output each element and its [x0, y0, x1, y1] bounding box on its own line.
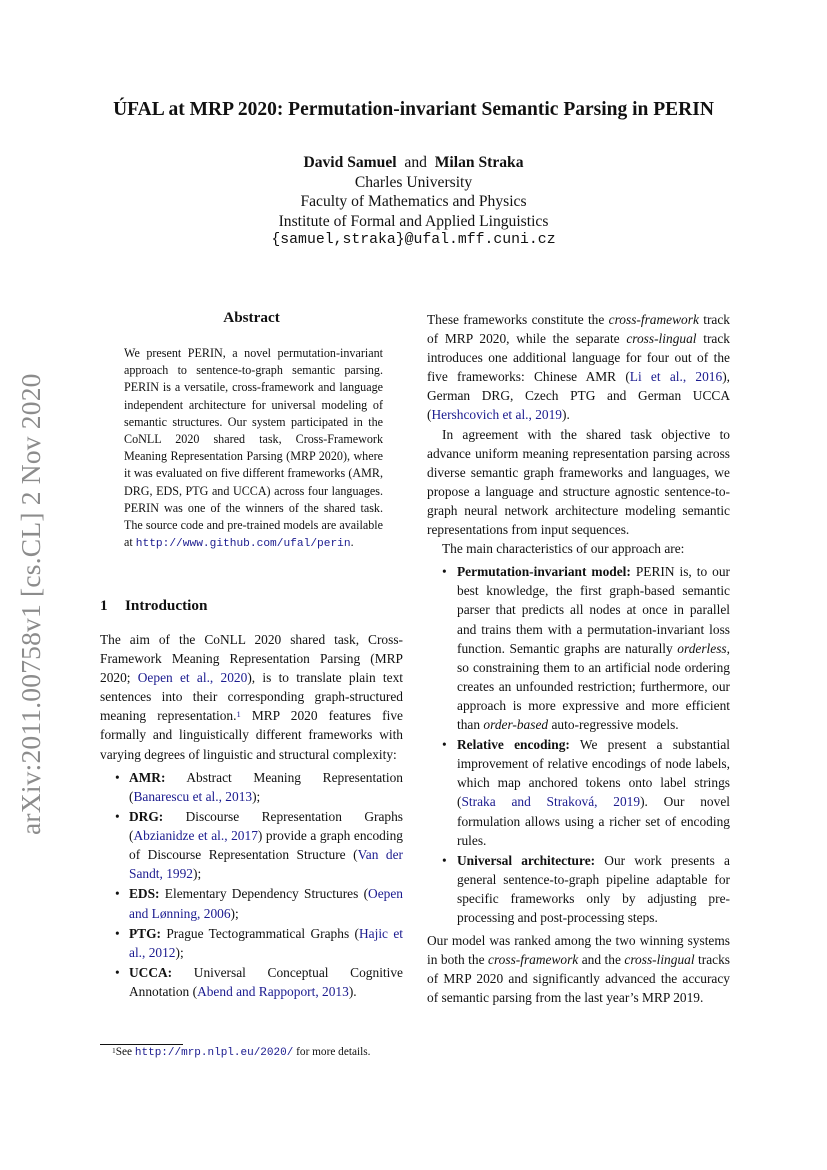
- text-run: PERIN is, to our best knowledge, the first graph-based semantic parser that predicts all nodes at once in parallel and trains them with a permutation-invariant loss function. Semantic graphs are naturally: [457, 564, 731, 656]
- author-name: David Samuel: [303, 154, 397, 171]
- text-run: MRP 2020 features five formally and linguistically different frameworks with varying degrees of linguistic and structural complexity:: [100, 708, 403, 762]
- author-conjunction: and: [404, 154, 427, 171]
- affiliation-university: Charles University: [354, 173, 473, 191]
- abstract-heading: Abstract: [223, 309, 280, 326]
- text-run: We present a substantial improvement of relative encodings of node labels, which map anchored tokens onto label strings (: [457, 737, 730, 810]
- abstract-end: .: [350, 535, 354, 550]
- citation-link[interactable]: Oepen et al., 2020: [137, 670, 248, 686]
- citation-link[interactable]: Banarescu et al., 2013: [133, 788, 253, 804]
- text-run: for more details.: [293, 1046, 371, 1058]
- paragraph: The main characteristics of our approach are:: [442, 541, 685, 557]
- author-name: Milan Straka: [434, 154, 524, 171]
- text-run: ).: [348, 984, 357, 1000]
- text-run: See: [115, 1046, 135, 1058]
- framework-abbr: DRG:: [129, 808, 164, 824]
- author-names: [0, 153, 827, 173]
- framework-abbr: AMR:: [129, 769, 166, 785]
- source-code-link[interactable]: http://www.github.com/ufal/perin: [135, 538, 351, 551]
- characteristic-item: [427, 851, 730, 927]
- characteristic-label: Permutation-invariant model:: [457, 564, 631, 580]
- bullet-icon: •: [115, 964, 120, 980]
- bullet-icon: •: [115, 769, 120, 785]
- paragraph: [427, 931, 730, 1007]
- abstract-text: [124, 345, 383, 553]
- text-run: ).: [562, 407, 570, 423]
- bullet-icon: •: [115, 925, 120, 941]
- text-run: );: [192, 866, 202, 882]
- text-run: These frameworks constitute the: [427, 312, 609, 327]
- citation-link[interactable]: Li et al., 2016: [629, 369, 723, 385]
- framework-item: [100, 807, 403, 883]
- text-run: and the: [578, 952, 625, 968]
- bullet-icon: •: [115, 808, 120, 824]
- section-title: Introduction: [125, 597, 208, 614]
- citation-link[interactable]: Abzianidze et al., 2017: [133, 828, 258, 844]
- characteristic-item: [427, 735, 730, 850]
- characteristic-label: Relative encoding:: [457, 737, 570, 753]
- emphasis: cross-lingual: [626, 331, 697, 347]
- section-heading-introduction: [100, 597, 207, 615]
- emphasis: cross-framework: [488, 952, 579, 968]
- citation-link[interactable]: Abend and Rappoport, 2013: [197, 984, 349, 1000]
- framework-item: [100, 963, 403, 1001]
- text-run: auto-regressive models.: [548, 716, 679, 732]
- framework-item: [100, 768, 403, 806]
- bullet-icon: •: [442, 737, 447, 753]
- text-run: track of MRP 2020, while the separate: [427, 312, 730, 347]
- right-column-body: [427, 310, 730, 1008]
- text-run: , so constraining them to an artificial node ordering creates an unfounded restriction; furthermore, our approach is more expressive and more efficient than: [457, 640, 730, 732]
- characteristic-label: Universal architecture:: [457, 852, 596, 868]
- text-run: ). Our novel formulation allows using a richer set of encoding rules.: [457, 794, 730, 848]
- affiliation-institute: Institute of Formal and Applied Linguistics: [278, 212, 549, 230]
- footnote-number: 1: [112, 1046, 116, 1055]
- framework-item: [100, 924, 403, 962]
- arxiv-identifier-stamp: arXiv:2011.00758v1 [cs.CL] 2 Nov 2020: [15, 373, 46, 835]
- framework-item: [100, 884, 403, 922]
- framework-abbr: PTG:: [129, 925, 161, 941]
- introduction-body: [100, 630, 403, 1002]
- citation-link[interactable]: Oepen and Lønning, 2006: [129, 886, 403, 921]
- text-run: Discourse Representation Graphs (: [129, 808, 403, 844]
- text-run: tracks of MRP 2020 and significantly advanced the accuracy of semantic parsing from the last year’s MRP 2019.: [427, 952, 731, 1006]
- emphasis: cross-framework: [608, 312, 699, 327]
- text-run: );: [175, 944, 184, 960]
- text-run: Universal Conceptual Cognitive Annotation (: [129, 964, 403, 1000]
- author-email[interactable]: {samuel,straka}@ufal.mff.cuni.cz: [271, 232, 556, 248]
- bullet-icon: •: [442, 852, 447, 868]
- text-run: track introduces one additional language for four out of the five frameworks: Chinese AMR (: [427, 331, 730, 385]
- footnote: [112, 1046, 371, 1059]
- text-run: ), German DRG, Czech PTG and German UCCA (: [427, 369, 731, 423]
- citation-link[interactable]: Hajic et al., 2012: [129, 925, 404, 960]
- text-run: Prague Tectogrammatical Graphs (: [161, 925, 359, 941]
- affiliation-faculty: Faculty of Mathematics and Physics: [300, 193, 527, 210]
- text-run: ), is to translate plain text sentences into their corresponding graph-structured meaning representation.: [100, 670, 403, 724]
- intro-paragraph: [100, 630, 403, 764]
- paragraph: In agreement with the shared task objective to advance uniform meaning representation parsing across diverse semantic graph frameworks and languages, we propose a language and structure agnostic sentence-to-graph neural network architecture modeling semantic representations from input sequences.: [427, 426, 730, 538]
- text-run: Our model was ranked among the two winning systems in both the: [427, 933, 730, 968]
- paragraph: [427, 310, 730, 425]
- bullet-icon: •: [115, 886, 120, 902]
- section-number: 1: [100, 597, 108, 614]
- text-run: Abstract Meaning Representation (: [129, 769, 403, 804]
- citation-link[interactable]: Straka and Straková, 2019: [461, 794, 641, 810]
- abstract-paragraph: We present PERIN, a novel permutation-invariant approach to sentence-to-graph semantic parsing. PERIN is a versatile, cross-framework and language independent architecture for universal modeling of semantic structures. Our system participated in the CoNLL 2020 shared task, Cross-Framework Meaning Representation Parsing (MRP 2020), where it was evaluated on five different frameworks (AMR, DRG, EDS, PTG and UCCA) across four languages. PERIN was one of the winners of the shared task. The source code and pre-trained models are available at: [124, 346, 383, 550]
- framework-abbr: UCCA:: [129, 964, 173, 980]
- emphasis: cross-lingual: [624, 952, 695, 968]
- bullet-icon: •: [442, 564, 447, 580]
- text-run: Our work presents a general sentence-to-graph pipeline adaptable for specific frameworks only by adjusting pre-processing and post-processing steps.: [457, 852, 730, 926]
- footnote-marker[interactable]: 1: [236, 709, 241, 720]
- footnote-divider: [100, 1044, 183, 1045]
- citation-link[interactable]: Van der Sandt, 1992: [129, 847, 403, 882]
- characteristic-item: [427, 562, 730, 734]
- text-run: ) provide a graph encoding of Discourse Representation Structure (: [129, 828, 403, 863]
- framework-abbr: EDS:: [129, 886, 160, 902]
- text-run: Elementary Dependency Structures (: [159, 886, 369, 902]
- citation-link[interactable]: Hershcovich et al., 2019: [431, 407, 562, 423]
- author-block: [0, 153, 827, 251]
- paper-title: ÚFAL at MRP 2020: Permutation-invariant Semantic Parsing in PERIN: [113, 99, 714, 120]
- characteristics-list: [427, 562, 730, 927]
- text-run: The aim of the CoNLL 2020 shared task, Cross-Framework Meaning Representation Parsing (MRP 2020;: [100, 632, 403, 686]
- framework-list: [100, 768, 403, 1002]
- emphasis: order-based: [483, 716, 549, 732]
- emphasis: orderless: [677, 640, 727, 656]
- text-run: );: [230, 905, 239, 921]
- text-run: );: [252, 788, 261, 804]
- footnote-url-link[interactable]: http://mrp.nlpl.eu/2020/: [134, 1047, 294, 1059]
